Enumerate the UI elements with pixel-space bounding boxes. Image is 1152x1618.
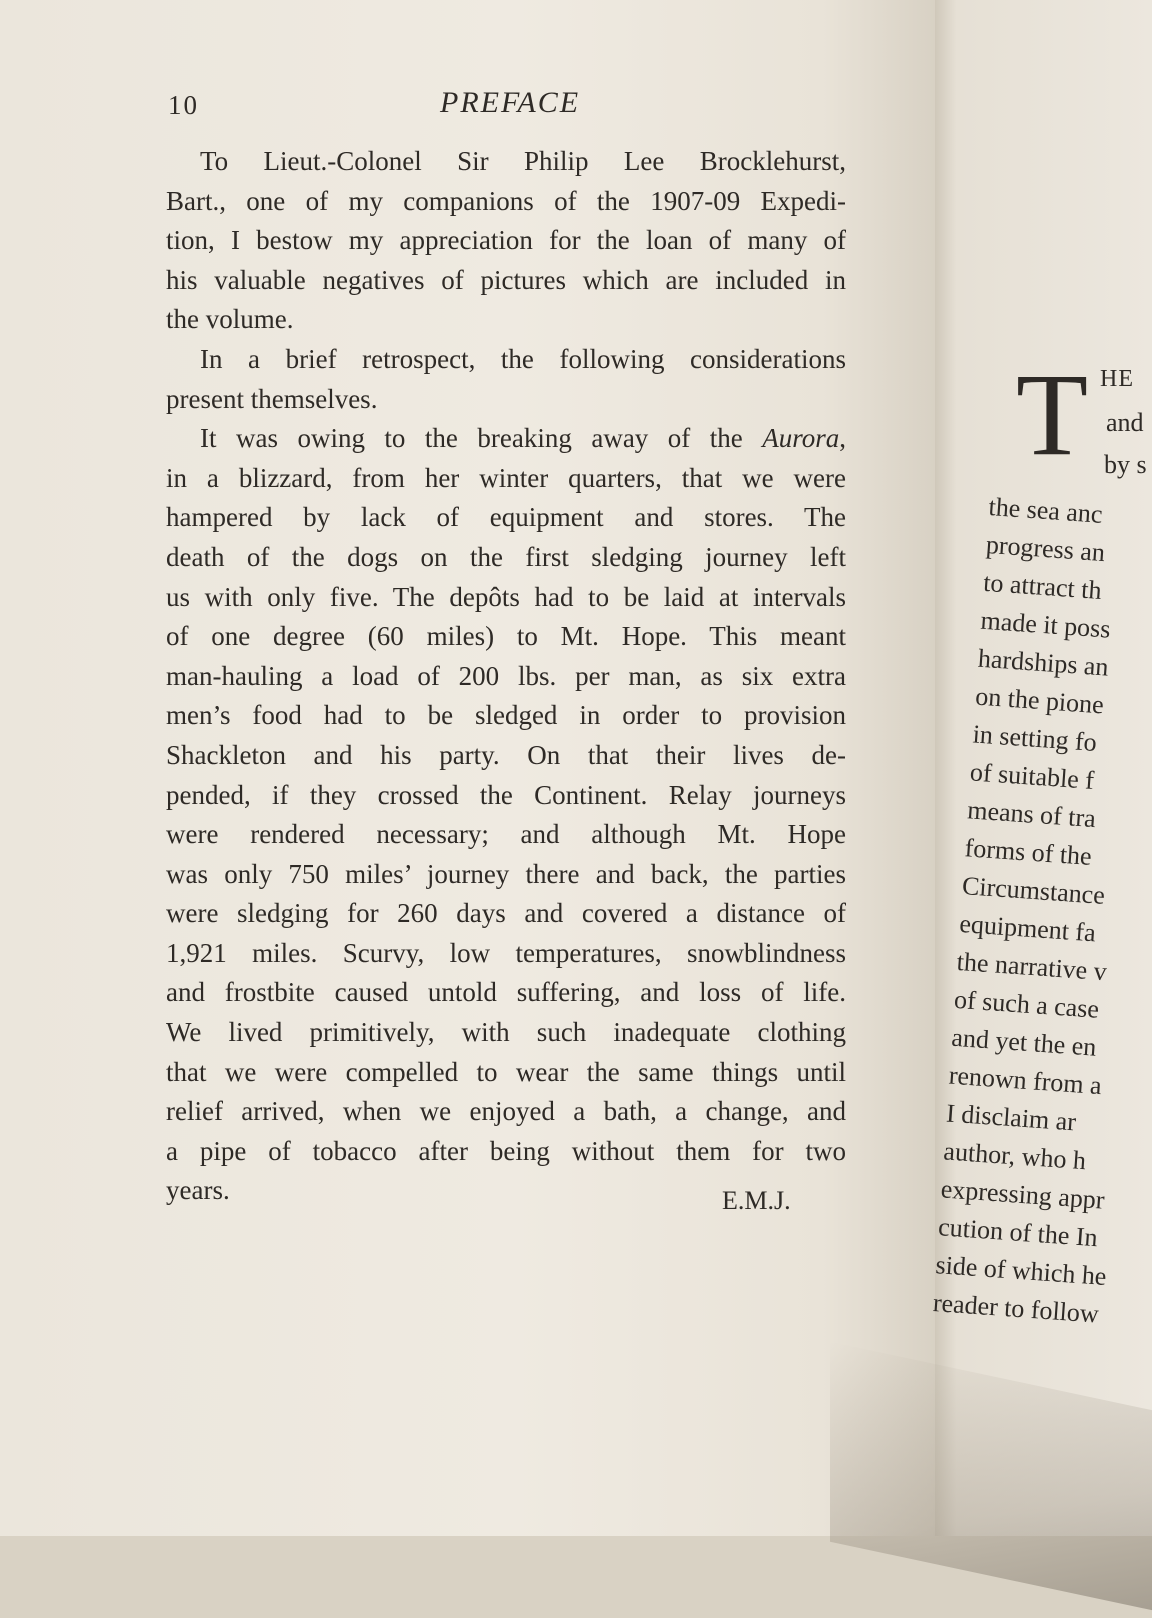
text-line: author, who h [942, 1136, 1087, 1176]
drop-line: and [1106, 408, 1144, 437]
drop-cap: T [1016, 349, 1089, 480]
text-line: and yet the en [950, 1022, 1098, 1062]
text-line: hampered by lack of equipment and stores. The [166, 502, 846, 533]
text-line: and frostbite caused untold suffering, and loss of life. [166, 977, 846, 1008]
text-line: progress an [985, 529, 1106, 568]
text-line: In a brief retrospect, the following considerations [200, 343, 846, 374]
text-line: expressing appr [939, 1174, 1106, 1215]
text-line: a pipe of tobacco after being without them for two [166, 1135, 846, 1166]
text-line: us with only five. The depôts had to be laid at intervals [166, 581, 846, 612]
text-line: present themselves. [166, 383, 378, 414]
page-title: PREFACE [440, 86, 581, 119]
drop-cap-rest: HE [1100, 366, 1134, 392]
text-line: that we were compelled to wear the same things until [166, 1056, 846, 1087]
text-line: cution of the In [937, 1212, 1099, 1253]
page-number: 10 [168, 90, 199, 120]
text-line: means of tra [966, 795, 1097, 834]
text-line: pended, if they crossed the Continent. Relay journeys [166, 779, 846, 810]
text-line: the volume. [166, 304, 294, 335]
text-line: We lived primitively, with such inadequate clothing [166, 1017, 846, 1048]
text-line: It was owing to the breaking away of the Aurora, [200, 423, 846, 454]
text-line: renown from a [947, 1060, 1103, 1101]
ship-name: Aurora [762, 423, 840, 454]
text-line: were rendered necessary; and although Mt. Hope [166, 819, 846, 850]
text-line: tion, I bestow my appreciation for the loan of many of [166, 225, 846, 256]
text-line: was only 750 miles’ journey there and back, the parties [166, 858, 846, 889]
text-line: I disclaim ar [945, 1098, 1077, 1137]
text-line: in setting fo [971, 719, 1098, 758]
text-line: hardships an [977, 643, 1110, 682]
text-line: Circumstance [961, 871, 1106, 910]
preface-body [166, 142, 846, 1211]
text-line: side of which he [934, 1250, 1108, 1292]
text-line: reader to follow [932, 1288, 1100, 1329]
text-line: men’s food had to be sledged in order to provision [166, 700, 846, 731]
text-line: of one degree (60 miles) to Mt. Hope. This meant [166, 621, 846, 652]
drop-line: by s [1104, 450, 1147, 479]
text-line: of such a case [953, 984, 1101, 1024]
text-line: years. [166, 1175, 230, 1206]
text-line: To Lieut.-Colonel Sir Philip Lee Brocklehurst, [200, 146, 846, 176]
text-line: on the pione [974, 681, 1105, 720]
text-line: Bart., one of my companions of the 1907-09 Expedi- [166, 185, 846, 216]
text-line: relief arrived, when we enjoyed a bath, a change, and [166, 1096, 846, 1127]
text-line: his valuable negatives of pictures which are included in [166, 264, 846, 295]
text-line: equipment fa [958, 908, 1097, 948]
text-line: death of the dogs on the first sledging journey left [166, 541, 846, 572]
text-line: in a blizzard, from her winter quarters, that we were [166, 462, 846, 493]
text-line: Shackleton and his party. On that their lives de- [166, 739, 846, 770]
text-line: the narrative v [955, 946, 1108, 987]
text-line: 1,921 miles. Scurvy, low temperatures, snowblindness [166, 937, 846, 968]
text-line: forms of the [963, 833, 1093, 871]
text-line: were sledging for 260 days and covered a distance of [166, 898, 846, 929]
signature: E.M.J. [722, 1186, 791, 1215]
running-header [168, 86, 848, 126]
text-line: made it poss [979, 605, 1112, 644]
text-line: of suitable f [969, 757, 1096, 795]
text-line: man-hauling a load of 200 lbs. per man, as six extra [166, 660, 846, 691]
text-line: the sea anc [987, 491, 1104, 529]
text-line: to attract th [982, 567, 1103, 605]
